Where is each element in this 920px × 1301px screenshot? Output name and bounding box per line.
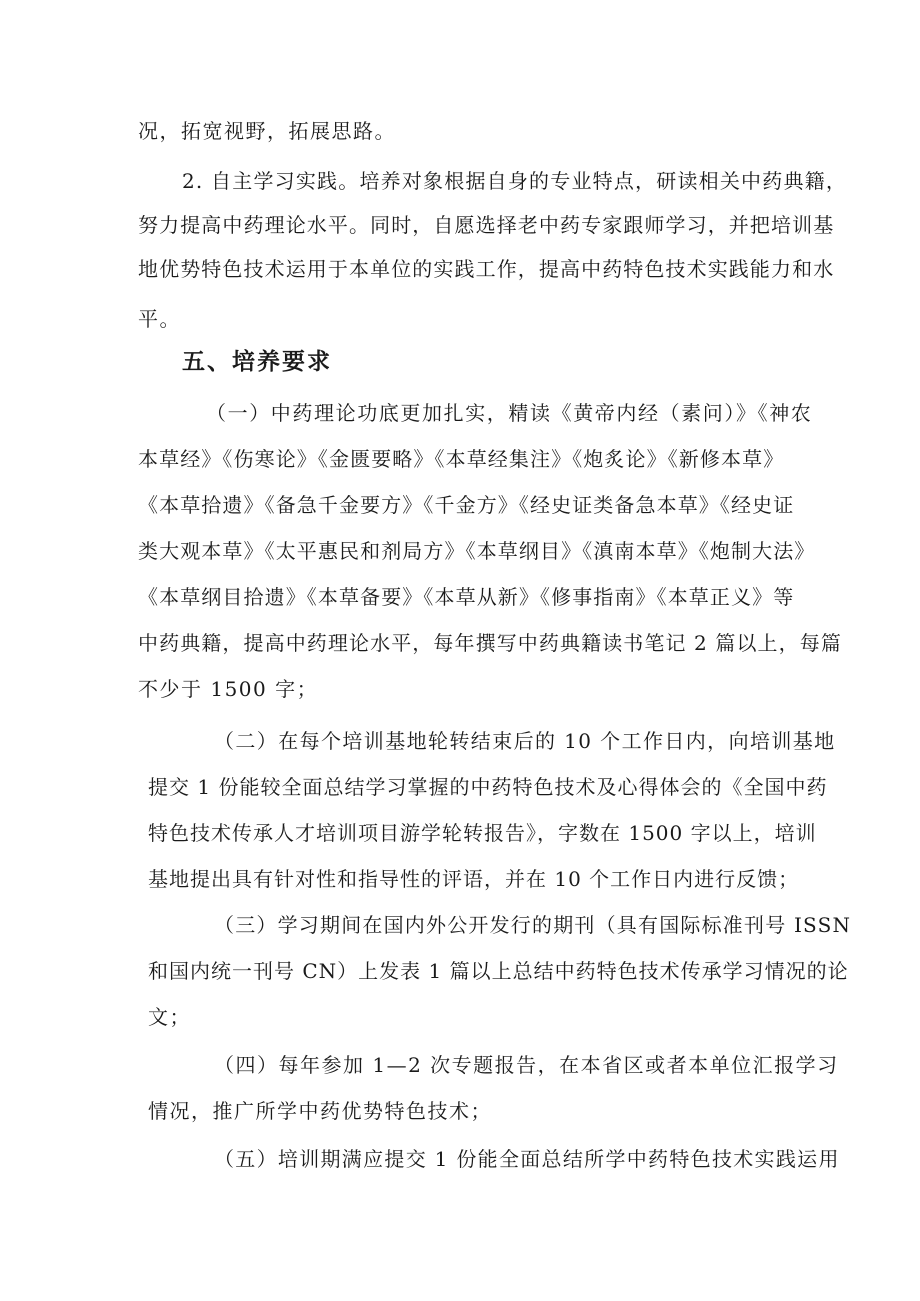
paragraph-line: （二）在每个培训基地轮转结束后的 10 个工作日内，向培训基地: [214, 729, 836, 753]
paragraph-line: 《本草纲目拾遗》《本草备要》《本草从新》《修事指南》《本草正义》等: [138, 585, 795, 609]
paragraph-line: 地优势特色技术运用于本单位的实践工作，提高中药特色技术实践能力和水: [138, 257, 835, 281]
paragraph-line: 平。: [138, 307, 181, 331]
paragraph-line: 不少于 1500 字；: [138, 677, 319, 701]
paragraph-line: 努力提高中药理论水平。同时，自愿选择老中药专家跟师学习，并把培训基: [138, 213, 835, 237]
paragraph-line: 和国内统一刊号 CN）上发表 1 篇以上总结中药特色技术传承学习情况的论: [148, 959, 849, 983]
paragraph-line: 《本草拾遗》《备急千金要方》《千金方》《经史证类备急本草》《经史证: [138, 493, 795, 517]
paragraph-line: 况，拓宽视野，拓展思路。: [138, 119, 396, 143]
paragraph-line: （五）培训期满应提交 1 份能全面总结所学中药特色技术实践运用: [214, 1147, 840, 1171]
paragraph-line: 中药典籍，提高中药理论水平，每年撰写中药典籍读书笔记 2 篇以上，每篇: [138, 631, 842, 655]
paragraph-line: 基地提出具有针对性和指导性的评语，并在 10 个工作日内进行反馈；: [148, 867, 800, 891]
paragraph-line: （三）学习期间在国内外公开发行的期刊（具有国际标准刊号 ISSN: [214, 913, 852, 937]
paragraph-line: 2. 自主学习实践。培养对象根据自身的专业特点，研读相关中药典籍，: [182, 169, 848, 193]
paragraph-line: 情况，推广所学中药优势特色技术；: [148, 1099, 492, 1123]
paragraph-line: 提交 1 份能较全面总结学习掌握的中药特色技术及心得体会的《全国中药: [148, 775, 828, 799]
paragraph-line: 特色技术传承人才培训项目游学轮转报告》，字数在 1500 字以上，培训: [148, 821, 817, 845]
paragraph-line: 文；: [148, 1005, 191, 1029]
paragraph-line: 本草经》《伤寒论》《金匮要略》《本草经集注》《炮炙论》《新修本草》: [138, 447, 785, 471]
paragraph-line: （一）中药理论功底更加扎实，精读《黄帝内经（素问）》《神农: [206, 401, 813, 425]
paragraph-line: （四）每年参加 1—2 次专题报告，在本省区或者本单位汇报学习: [214, 1053, 839, 1077]
paragraph-line: 类大观本草》《太平惠民和剂局方》《本草纲目》《滇南本草》《炮制大法》: [138, 539, 816, 563]
section-heading: 五、培养要求: [182, 349, 332, 375]
